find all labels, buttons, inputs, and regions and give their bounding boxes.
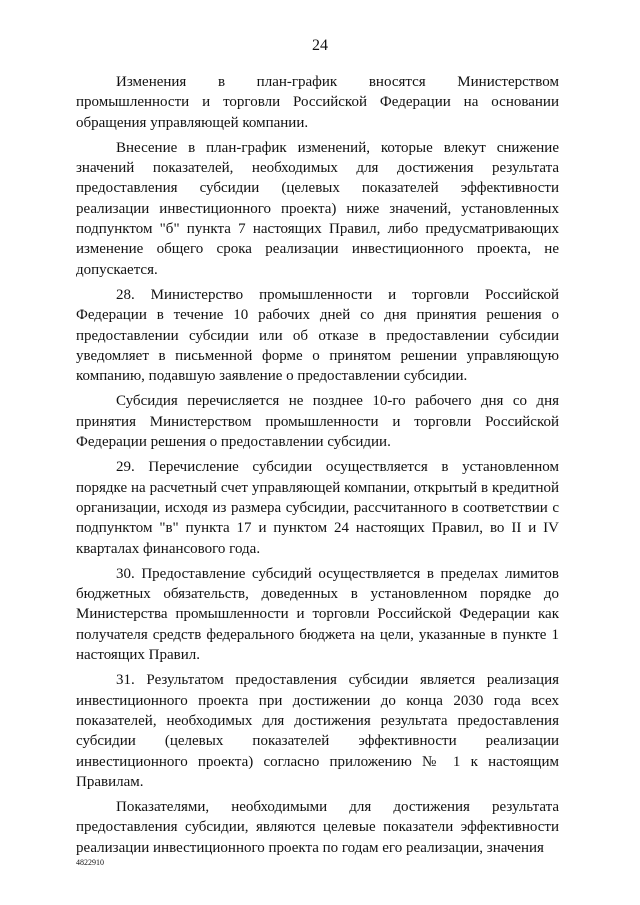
paragraph-indicators: Показателями, необходимыми для достижения результата предоставления субсидии, являются целевые показатели эффективности реализации инвестиционного проекта по годам его реализации, значения (76, 799, 559, 856)
paragraph-subsidy-transfer-deadline: Субсидия перечисляется не позднее 10-го рабочего дня со дня принятия Министерством промышленности и торговли Российской Федерации решения о предоставлении субсидии. (76, 393, 559, 451)
page-number: 24 (312, 37, 328, 54)
paragraph-schedule-restrictions: Внесение в план-график изменений, которые влекут снижение значений показателей, необходимых для достижения результата предоставления субсидии (целевых показателей эффективности реализации инвестиционного проекта) ниже значений, установленных подпунктом "б" пункта 7 настоящих Правил, либо предусматривающих изменение общего срока реализации инвестиционного проекта, не допускается. (76, 139, 559, 278)
paragraph-item-31: 31. Результатом предоставления субсидии является реализация инвестиционного проекта при достижении до конца 2030 года всех показателей, необходимых для достижения результата предоставления субсидии (целевых показателей эффективности реализации инвестиционного проекта) согласно приложению № 1 к настоящим Правилам. (76, 672, 559, 790)
paragraph-item-29: 29. Перечисление субсидии осуществляется в установленном порядке на расчетный счет управляющей компании, открытый в кредитной организации, исходя из размера субсидии, рассчитанного в соответствии с подпунктом "в" пункта 17 и пунктом 24 настоящих Правил, во II и IV кварталах финансового года. (76, 459, 559, 557)
paragraph-item-30: 30. Предоставление субсидий осуществляется в пределах лимитов бюджетных обязательств, доведенных в установленном порядке до Министерства промышленности и торговли Российской Федерации как получателя средств федерального бюджета на цели, указанные в пункте 1 настоящих Правил. (76, 565, 559, 664)
document-code: 4822910 (76, 858, 104, 867)
paragraph-item-28: 28. Министерство промышленности и торговли Российской Федерации в течение 10 рабочих дней со дня принятия решения о предоставлении субсидии или об отказе в предоставлении субсидии уведомляет в письменной форме о принятом решении управляющую компанию, подавшую заявление о предоставлении субсидии. (76, 286, 559, 385)
paragraph-schedule-changes: Изменения в план-график вносятся Министерством промышленности и торговли Российской Федерации на основании обращения управляющей компании. (76, 74, 559, 131)
document-body (76, 72, 559, 863)
